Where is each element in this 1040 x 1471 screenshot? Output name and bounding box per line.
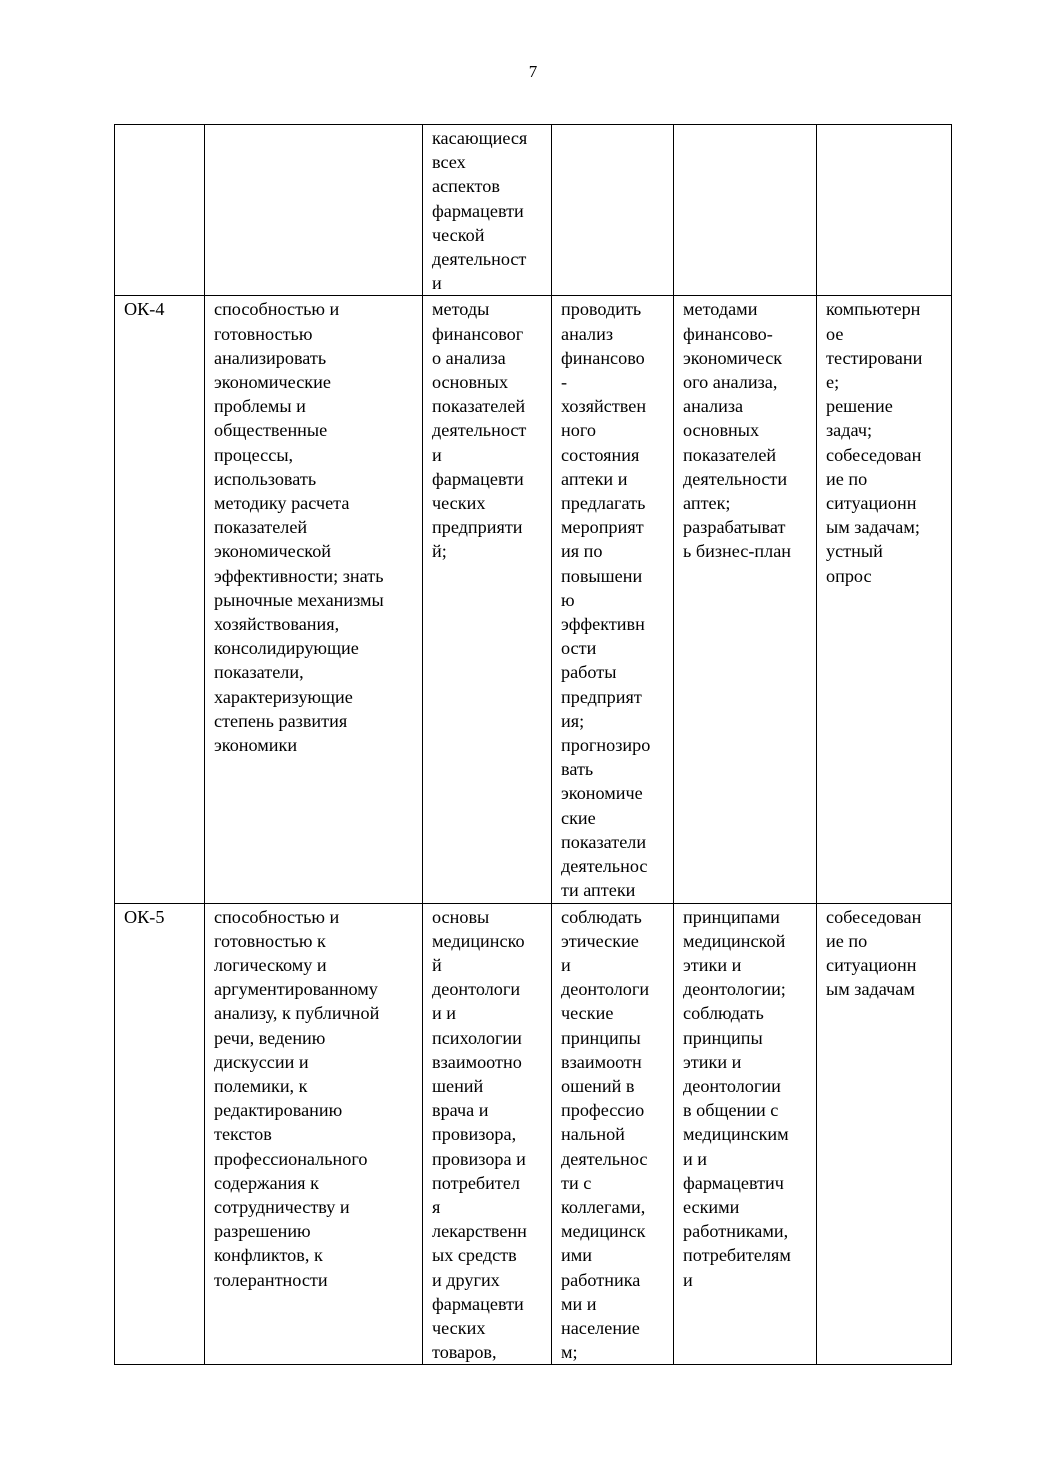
competency-code-cell (115, 125, 205, 296)
page-number: 7 (528, 62, 538, 81)
knowledge-cell: методы финансовог о анализа основных показателей деятельност и фармацевти ческих предприяти й; (423, 296, 552, 903)
competency-code-cell: ОК-5 (115, 903, 205, 1365)
assessment-cell (817, 125, 952, 296)
knowledge-cell: основы медицинско й деонтологи и и психологии взаимоотно шений врача и провизора, провизора и потребител я лекарственн ых средств и других фармацевти ческих товаров, (423, 903, 552, 1365)
table-row (115, 296, 952, 903)
proficiency-cell: методами финансово- экономическ ого анализа, анализа основных показателей деятельности аптек; разрабатыват ь бизнес-план (674, 296, 817, 903)
skills-cell: соблюдать этические и деонтологи ческие принципы взаимоотн ошений в профессио нальной деятельнос ти с коллегами, медицинск ими работника ми и население м; (552, 903, 674, 1365)
skills-cell (552, 125, 674, 296)
proficiency-cell (674, 125, 817, 296)
table-row (115, 903, 952, 1365)
competency-table (114, 124, 952, 1365)
competency-description-cell (205, 125, 423, 296)
assessment-cell: компьютерн ое тестировани е; решение задач; собеседован ие по ситуационн ым задачам; устный опрос (817, 296, 952, 903)
proficiency-cell: принципами медицинской этики и деонтологии; соблюдать принципы этики и деонтологии в общении с медицинским и и фармацевтич ескими работниками, потребителям и (674, 903, 817, 1365)
assessment-cell: собеседован ие по ситуационн ым задачам (817, 903, 952, 1365)
table-row (115, 125, 952, 296)
competency-code-cell: ОК-4 (115, 296, 205, 903)
competency-description-cell: способностью и готовностью анализировать экономические проблемы и общественные процессы, использовать методику расчета показателей экономической эффективности; знать рыночные механизмы хозяйствования, консолидирующие показатели, характеризующие степень развития экономики (205, 296, 423, 903)
skills-cell: проводить анализ финансово - хозяйствен ного состояния аптеки и предлагать мероприят ия по повышени ю эффективн ости работы предприят ия; прогнозиро вать экономиче ские показатели деятельнос ти аптеки (552, 296, 674, 903)
competency-description-cell: способностью и готовностью к логическому и аргументированному анализу, к публичной речи, ведению дискуссии и полемики, к редактированию текстов профессионального содержания к сотрудничеству и разрешению конфликтов, к толерантности (205, 903, 423, 1365)
knowledge-cell: касающиеся всех аспектов фармацевти ческой деятельност и (423, 125, 552, 296)
